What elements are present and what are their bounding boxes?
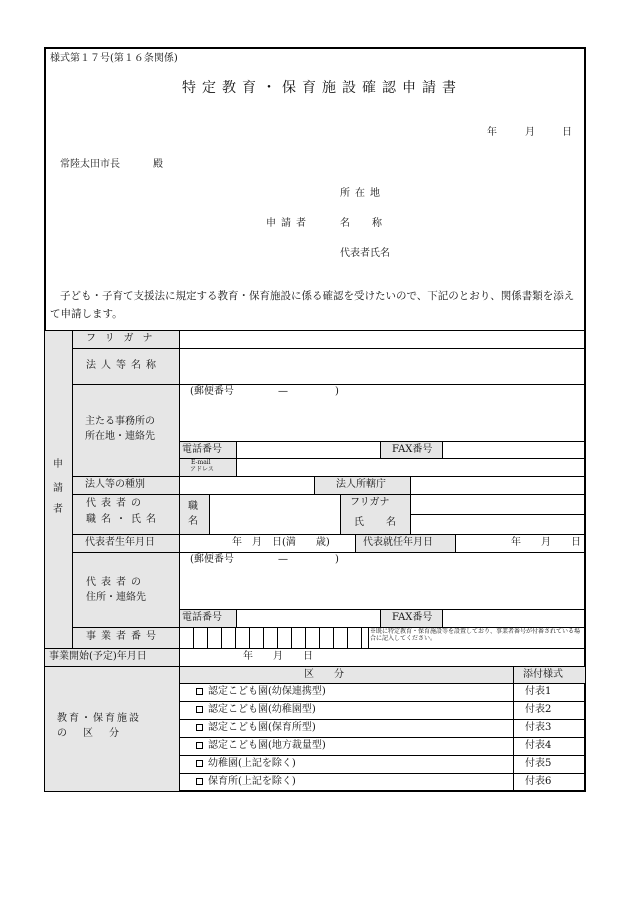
facility-label-1: 教育・保育施設 [57, 713, 141, 724]
category-row-2[interactable] [196, 705, 316, 715]
rule [179, 683, 585, 684]
fax-label-2: FAX番号 [392, 612, 433, 623]
rule [333, 627, 334, 648]
category-row-4[interactable] [196, 741, 326, 751]
rule [455, 534, 456, 552]
attachment-5: 付表5 [525, 758, 552, 769]
rule [355, 534, 356, 552]
fax-label: FAX番号 [392, 444, 433, 455]
rule [209, 494, 210, 534]
date-day: 日 [562, 127, 572, 138]
category-row-3[interactable] [196, 723, 316, 733]
rule [179, 773, 585, 774]
category-label-2: 認定こども園(幼稚園型) [208, 704, 316, 715]
title-label-2: 名 [188, 516, 198, 527]
category-row-5[interactable] [196, 759, 296, 769]
checkbox-4[interactable] [196, 742, 203, 749]
rule [72, 476, 585, 477]
rule [179, 755, 585, 756]
rep-title-name-label-2: 職名・氏名 [86, 514, 161, 525]
rule [340, 494, 341, 534]
rule [319, 627, 320, 648]
applicant-representative-label: 代表者氏名 [340, 248, 390, 259]
rule [263, 627, 264, 648]
rule [179, 737, 585, 738]
corp-type-label: 法人等の種別 [85, 479, 145, 490]
postal-close: ) [335, 386, 339, 397]
rule [236, 441, 237, 476]
phone-label: 電話番号 [182, 444, 222, 455]
shade-title [179, 494, 209, 534]
rep-address-label-1: 代表者の [86, 577, 146, 588]
start-date-values: 年 月 日 [243, 651, 313, 662]
attachment-3: 付表3 [525, 722, 552, 733]
rule [179, 701, 585, 702]
rule [277, 627, 278, 648]
rule [368, 627, 369, 648]
rep-address-label-2: 住所・連絡先 [86, 592, 146, 603]
rule [72, 330, 73, 648]
rule [193, 627, 194, 648]
rule [410, 514, 585, 515]
date-month: 月 [525, 127, 535, 138]
postal-close-2: ) [335, 554, 339, 565]
email-label-2: アドレス [190, 466, 214, 473]
main-office-label-1: 主たる事務所の [85, 416, 155, 427]
rule [207, 627, 208, 648]
rep-birth-label: 代表者生年月日 [85, 537, 155, 548]
rule [179, 609, 585, 610]
name-label: 氏 名 [354, 517, 402, 528]
side-label-2: 請 [53, 483, 63, 494]
since-values: 年 月 日 [511, 537, 581, 548]
rep-since-label: 代表就任年月日 [363, 537, 433, 548]
rep-title-name-label-1: 代表者の [86, 498, 146, 509]
furigana-label: フリガナ [86, 333, 162, 344]
rule [72, 348, 585, 349]
rule [380, 609, 381, 627]
rule [72, 384, 585, 385]
page-title: 特定教育・保育施設確認申請書 [182, 80, 462, 96]
facility-label-2: の 区 分 [57, 728, 122, 739]
form-number: 様式第１７号(第１６条関係) [50, 53, 178, 64]
rule [442, 441, 443, 458]
category-label-1: 認定こども園(幼保連携型) [208, 686, 326, 697]
shade-category-header [179, 666, 513, 683]
rule [347, 627, 348, 648]
attachment-6: 付表6 [525, 776, 552, 787]
applicant-location-label: 所在地 [340, 188, 385, 199]
rule [291, 627, 292, 648]
attachment-header: 添付様式 [523, 669, 563, 680]
attachment-4: 付表4 [525, 740, 552, 751]
postal-dash: — [278, 386, 288, 397]
postal-label-2: (郵便番号 [190, 554, 234, 565]
checkbox-5[interactable] [196, 760, 203, 767]
category-label-5: 幼稚園(上記を除く) [208, 758, 296, 769]
honorific: 殿 [153, 159, 163, 170]
rule [45, 648, 585, 649]
rule [45, 330, 585, 331]
rule [361, 627, 362, 648]
attachment-1: 付表1 [525, 686, 552, 697]
checkbox-2[interactable] [196, 706, 203, 713]
rule [179, 719, 585, 720]
checkbox-3[interactable] [196, 724, 203, 731]
category-label-4: 認定こども園(地方裁量型) [208, 740, 326, 751]
category-label-6: 保育所(上記を除く) [208, 776, 296, 787]
category-label-3: 認定こども園(保育所型) [208, 722, 316, 733]
side-label-1: 申 [53, 459, 63, 470]
rule [179, 458, 585, 459]
intro-paragraph: 子ども・子育て支援法に規定する教育・保育施設に係る確認を受けたいので、下記のとおり、関係書類を添えて申請します。 [50, 290, 575, 320]
date-year: 年 [487, 127, 497, 138]
rule [45, 666, 585, 667]
furigana2-label: フリガナ [350, 497, 390, 508]
rule [442, 609, 443, 627]
rule [235, 627, 236, 648]
postal-label: (郵便番号 [190, 386, 234, 397]
side-label-3: 者 [53, 504, 63, 515]
rule [314, 476, 315, 494]
category-row-1[interactable] [196, 687, 326, 697]
rule [179, 330, 180, 791]
checkbox-1[interactable] [196, 688, 203, 695]
rule [236, 609, 237, 627]
rule [72, 534, 585, 535]
applicant-name-label: 名称 [340, 218, 404, 229]
phone-label-2: 電話番号 [182, 612, 222, 623]
rule [72, 494, 585, 495]
birth-values: 年 月 日(満 歳) [232, 537, 330, 548]
applicant-label: 申請者 [266, 218, 311, 229]
business-number-note: ※既に特定教育・保育施設等を設置しており、事業者番号が付番されている場合に記入してください。 [370, 628, 581, 642]
rule [513, 666, 514, 791]
addressee: 常陸太田市長 [60, 159, 120, 170]
rule [179, 441, 585, 442]
category-header: 区 分 [304, 669, 344, 680]
checkbox-6[interactable] [196, 778, 203, 785]
postal-dash-2: — [278, 554, 288, 565]
business-number-label: 事業者番号 [86, 631, 161, 642]
title-label-1: 職 [188, 501, 198, 512]
corp-name-label: 法人等名称 [86, 360, 161, 371]
rule [305, 627, 306, 648]
category-row-6[interactable] [196, 777, 296, 787]
rule [221, 627, 222, 648]
corp-office-label: 法人所轄庁 [336, 479, 386, 490]
main-office-label-2: 所在地・連絡先 [85, 431, 155, 442]
rule [72, 552, 585, 553]
rule [249, 627, 250, 648]
email-label-1: E-mail [191, 459, 211, 466]
attachment-2: 付表2 [525, 704, 552, 715]
start-date-label: 事業開始(予定)年月日 [49, 651, 147, 662]
rule [380, 441, 381, 458]
rule [410, 476, 411, 534]
